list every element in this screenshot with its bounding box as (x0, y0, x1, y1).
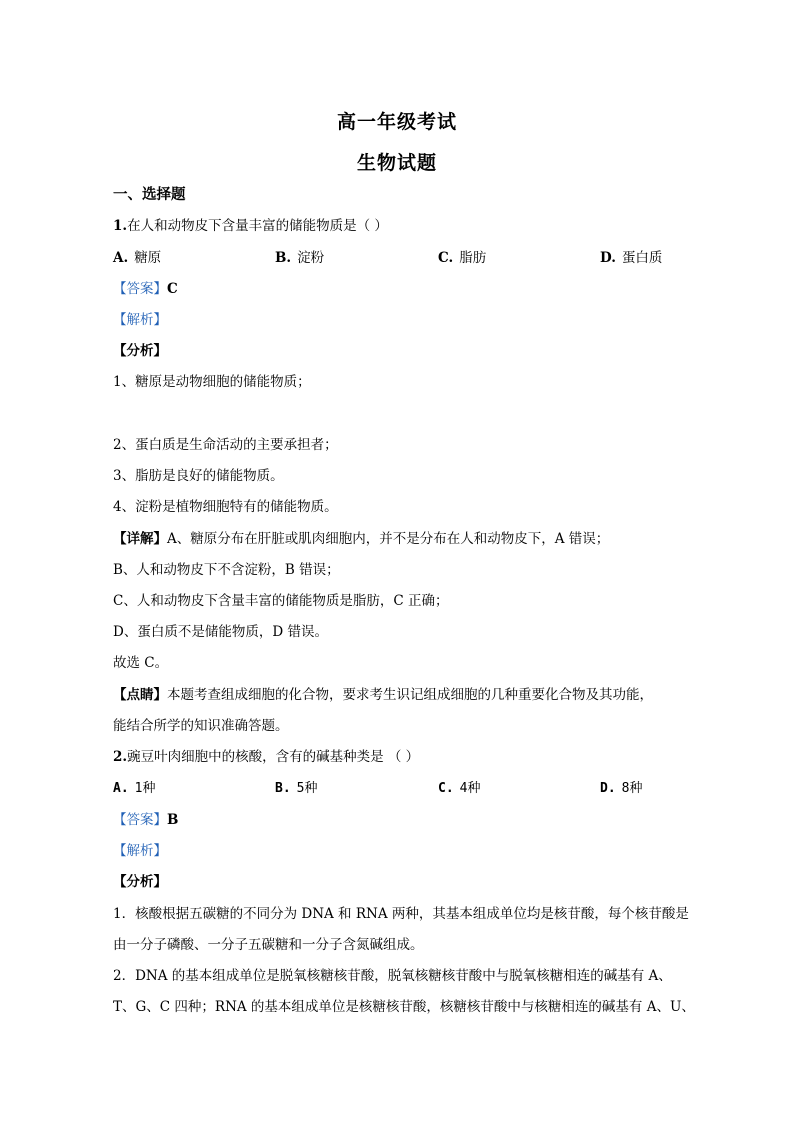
question-stem: 在人和动物皮下含量丰富的储能物质是（ ） (127, 218, 388, 234)
q1-dianjing-line: 【点睛】本题考查组成细胞的化合物，要求考生识记组成细胞的几种重要化合物及其功能， (113, 687, 653, 703)
question-1 (113, 217, 388, 235)
answer-value: B (167, 812, 179, 828)
q1-jiexi-tag: 【解析】 (113, 312, 167, 328)
q1-conclusion: 故选 C。 (113, 655, 169, 671)
q1-option-c: C. 脂肪 (438, 250, 487, 266)
q2-analysis-line: 1．核酸根据五碳糖的不同分为 DNA 和 RNA 两种，其基本组成单位均是核苷酸，每个核苷酸是 (113, 906, 689, 922)
subject-title: 生物试题 (356, 152, 437, 174)
q2-analysis-line: T、G、C 四种；RNA 的基本组成单位是核糖核苷酸，核糖核苷酸中与核糖相连的碱基有 A、U、 (113, 999, 695, 1015)
q1-detail-line: C、人和动物皮下含量丰富的储能物质是脂肪，C 正确； (113, 593, 449, 609)
q1-answer (113, 280, 178, 298)
q2-answer (113, 811, 178, 829)
q1-analysis-line: 3、脂肪是良好的储能物质。 (113, 468, 284, 484)
q1-dianjing-line: 能结合所学的知识准确答题。 (113, 718, 289, 734)
detail-tag: 【详解】 (113, 531, 167, 547)
q1-detail-line: B、人和动物皮下不含淀粉，B 错误； (113, 562, 340, 578)
q1-analysis-line: 4、淀粉是植物细胞特有的储能物质。 (113, 499, 338, 515)
q2-option-b: B. 5种 (275, 781, 318, 796)
dianjing-tag: 【点睛】 (113, 687, 167, 703)
q1-analysis-line: 2、蛋白质是生命活动的主要承担者； (113, 437, 338, 453)
answer-tag: 【答案】 (113, 281, 167, 297)
q2-option-a: A. 1种 (113, 781, 156, 796)
q1-analysis-line: 1、糖原是动物细胞的储能物质； (113, 374, 311, 390)
q2-option-d: D. 8种 (600, 781, 643, 796)
q2-analysis-line: 由一分子磷酸、一分子五碳糖和一分子含氮碱组成。 (113, 937, 424, 953)
answer-tag: 【答案】 (113, 812, 167, 828)
q2-fenxi-tag: 【分析】 (113, 874, 167, 890)
q1-fenxi-tag: 【分析】 (113, 343, 167, 359)
question-stem: 豌豆叶肉细胞中的核酸，含有的碱基种类是 （ ） (127, 749, 420, 765)
q1-detail-line: 【详解】A、糖原分布在肝脏或肌肉细胞内，并不是分布在人和动物皮下，A 错误； (113, 531, 610, 547)
question-2 (113, 748, 419, 766)
q1-option-b: B. 淀粉 (275, 250, 325, 266)
question-number: 2. (113, 749, 128, 765)
q2-option-c: C. 4种 (438, 781, 481, 796)
answer-value: C (167, 281, 178, 297)
section-heading: 一、选择题 (113, 186, 186, 203)
q1-option-d: D. 蛋白质 (600, 250, 663, 266)
exam-title: 高一年级考试 (336, 111, 457, 133)
q1-option-a: A. 糖原 (113, 250, 162, 266)
q2-analysis-line: 2．DNA 的基本组成单位是脱氧核糖核苷酸，脱氧核糖核苷酸中与脱氧核糖相连的碱基有 A、 (113, 968, 672, 984)
q2-jiexi-tag: 【解析】 (113, 843, 167, 859)
q1-detail-line: D、蛋白质不是储能物质，D 错误。 (113, 624, 328, 640)
question-number: 1. (113, 218, 128, 234)
